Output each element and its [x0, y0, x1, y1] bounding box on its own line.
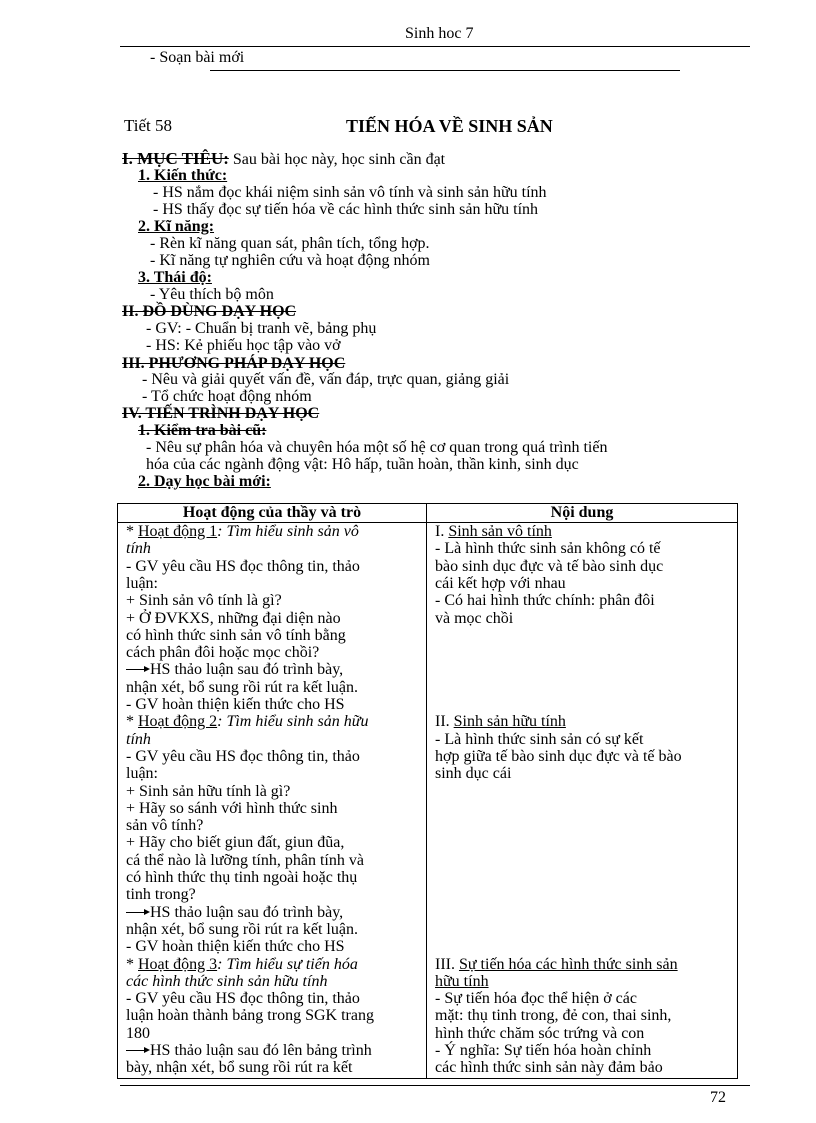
activity-line: luận hoàn thành bảng trong SGK trang: [126, 1007, 374, 1025]
knowledge-title: 1. Kiến thức:: [138, 167, 228, 184]
arrow-icon: [126, 669, 148, 670]
previous-task-underline: [210, 70, 680, 71]
content-line: hữu tính: [435, 972, 489, 990]
lesson-title: TIẾN HÓA VỀ SINH SẢN: [346, 116, 553, 136]
skills-item: - Rèn kĩ năng quan sát, phân tích, tổng hợp.: [150, 235, 430, 252]
check-item: hóa của các ngành động vật: Hô hấp, tuần hoàn, thần kinh, sinh dục: [146, 456, 579, 473]
content-line: I. Sinh sản vô tính: [435, 523, 552, 540]
activity-line: 180: [126, 1024, 150, 1042]
activity-line: có hình thức sinh sản vô tính bằng: [126, 626, 346, 644]
content-line: mặt: thụ tinh trong, đẻ con, thai sinh,: [435, 1007, 672, 1025]
page-number: 72: [710, 1089, 726, 1106]
materials-heading: II. ĐỒ DÙNG DẠY HỌC: [122, 303, 297, 320]
check-title: 1. Kiểm tra bài cũ:: [138, 422, 267, 439]
activity-line: - GV yêu cầu HS đọc thông tin, thảo: [126, 747, 360, 765]
activity-line: cách phân đôi hoặc mọc chồi?: [126, 644, 320, 662]
content-line: - Là hình thức sinh sản không có tế: [435, 540, 661, 558]
activity-line: luận:: [126, 574, 158, 592]
activity-table: [117, 503, 738, 1079]
activity-line: tinh trong?: [126, 886, 196, 904]
attitude-item: - Yêu thích bộ môn: [150, 286, 274, 303]
content-line: - Có hai hình thức chính: phân đôi: [435, 592, 655, 610]
content-cell: [427, 523, 738, 1079]
knowledge-item: - HS thấy đọc sự tiến hóa về các hình thức sinh sản hữu tính: [153, 201, 539, 218]
activity-line: * Hoạt động 3: Tìm hiểu sự tiến hóa: [126, 955, 358, 973]
knowledge-item: - HS nắm đọc khái niệm sinh sản vô tính và sinh sản hữu tính: [153, 184, 547, 201]
column-header-activities: Hoạt động của thầy và trò: [118, 504, 427, 523]
content-line: III. Sự tiến hóa các hình thức sinh sản: [435, 955, 678, 973]
content-line: hình thức chăm sóc trứng và con: [435, 1024, 645, 1042]
arrow-icon: [126, 912, 148, 913]
activity-line: nhận xét, bổ sung rồi rút ra kết luận.: [126, 678, 358, 696]
activity-line: có hình thức thụ tinh ngoài hoặc thụ: [126, 869, 358, 886]
objectives-intro: Sau bài học này, học sinh cần đạt: [232, 151, 446, 168]
activity-line: - GV hoàn thiện kiến thức cho HS: [126, 938, 345, 956]
activities-cell: [118, 523, 427, 1079]
skills-item: - Kĩ năng tự nghiên cứu và hoạt động nhóm: [150, 252, 430, 269]
activity-line: tính: [126, 540, 151, 558]
previous-task: - Soạn bài mới: [150, 49, 245, 66]
activity-line: HS thảo luận sau đó lên bảng trình: [126, 1042, 372, 1060]
activity-line: * Hoạt động 1: Tìm hiểu sinh sản vô: [126, 523, 359, 540]
content-line: - Ý nghĩa: Sự tiến hóa hoàn chỉnh: [435, 1042, 652, 1059]
content-line: hợp giữa tế bào sinh dục đực và tế bào: [435, 747, 682, 765]
methods-heading: III. PHƯƠNG PHÁP DẠY HỌC: [122, 355, 346, 372]
activity-line: - GV hoàn thiện kiến thức cho HS: [126, 696, 345, 713]
footer-rule: [120, 1085, 750, 1086]
activity-line: + Hãy cho biết giun đất, giun đũa,: [126, 834, 345, 852]
activity-line: nhận xét, bổ sung rồi rút ra kết luận.: [126, 920, 358, 938]
activity-line: các hình thức sinh sản hữu tính: [126, 972, 328, 990]
content-line: các hình thức sinh sản này đảm bảo: [435, 1059, 663, 1077]
activity-line: luận:: [126, 765, 158, 783]
methods-item: - Tổ chức hoạt động nhóm: [142, 388, 312, 405]
activity-line: + Ở ĐVKXS, những đại diện nào: [126, 609, 341, 627]
attitude-title: 3. Thái độ:: [138, 269, 212, 286]
materials-item: - HS: Kẻ phiếu học tập vào vở: [146, 337, 341, 354]
methods-item: - Nêu và giải quyết vấn đề, vấn đáp, trực quan, giảng giải: [142, 371, 510, 388]
materials-item: - GV: - Chuẩn bị tranh vẽ, bảng phụ: [146, 320, 377, 337]
activity-line: sản vô tính?: [126, 817, 204, 835]
activity-line: - GV yêu cầu HS đọc thông tin, thảo: [126, 990, 360, 1008]
content-line: bào sinh dục đực và tế bào sinh dục: [435, 557, 664, 575]
content-line: II. Sinh sản hữu tính: [435, 713, 566, 731]
content-line: - Là hình thức sinh sản có sự kết: [435, 730, 644, 748]
content-line: và mọc chồi: [435, 609, 514, 627]
activity-line: * Hoạt động 2: Tìm hiểu sinh sản hữu: [126, 713, 369, 731]
activity-line: tính: [126, 730, 151, 748]
running-header: Sinh hoc 7: [405, 25, 474, 42]
activity-line: HS thảo luận sau đó trình bày,: [126, 904, 343, 922]
lesson-period: Tiết 58: [124, 116, 173, 135]
activity-line: cá thể nào là lưỡng tính, phân tính và: [126, 851, 364, 869]
content-line: sinh dục cái: [435, 765, 512, 783]
objectives-heading-row: [122, 150, 445, 168]
column-header-content: Nội dung: [427, 504, 738, 523]
content-line: cái kết hợp với nhau: [435, 574, 566, 592]
process-heading: IV. TIẾN TRÌNH DẠY HỌC: [122, 405, 320, 422]
content-line: - Sự tiến hóa đọc thể hiện ở các: [435, 990, 637, 1008]
arrow-icon: [126, 1050, 148, 1051]
new-lesson-title: 2. Dạy học bài mới:: [138, 473, 271, 490]
activity-line: - GV yêu cầu HS đọc thông tin, thảo: [126, 557, 360, 575]
activity-line: + Sinh sản hữu tính là gì?: [126, 782, 291, 800]
activity-line: + Hãy so sánh với hình thức sinh: [126, 799, 338, 817]
activity-line: bày, nhận xét, bổ sung rồi rút ra kết: [126, 1059, 353, 1077]
skills-title: 2. Kĩ năng:: [138, 218, 215, 235]
header-rule: [120, 46, 750, 47]
check-item: - Nêu sự phân hóa và chuyên hóa một số hệ cơ quan trong quá trình tiến: [146, 439, 608, 456]
activity-line: HS thảo luận sau đó trình bày,: [126, 661, 343, 679]
objectives-heading: I. MỤC TIÊU:: [122, 149, 229, 168]
activity-line: + Sinh sản vô tính là gì?: [126, 592, 282, 610]
